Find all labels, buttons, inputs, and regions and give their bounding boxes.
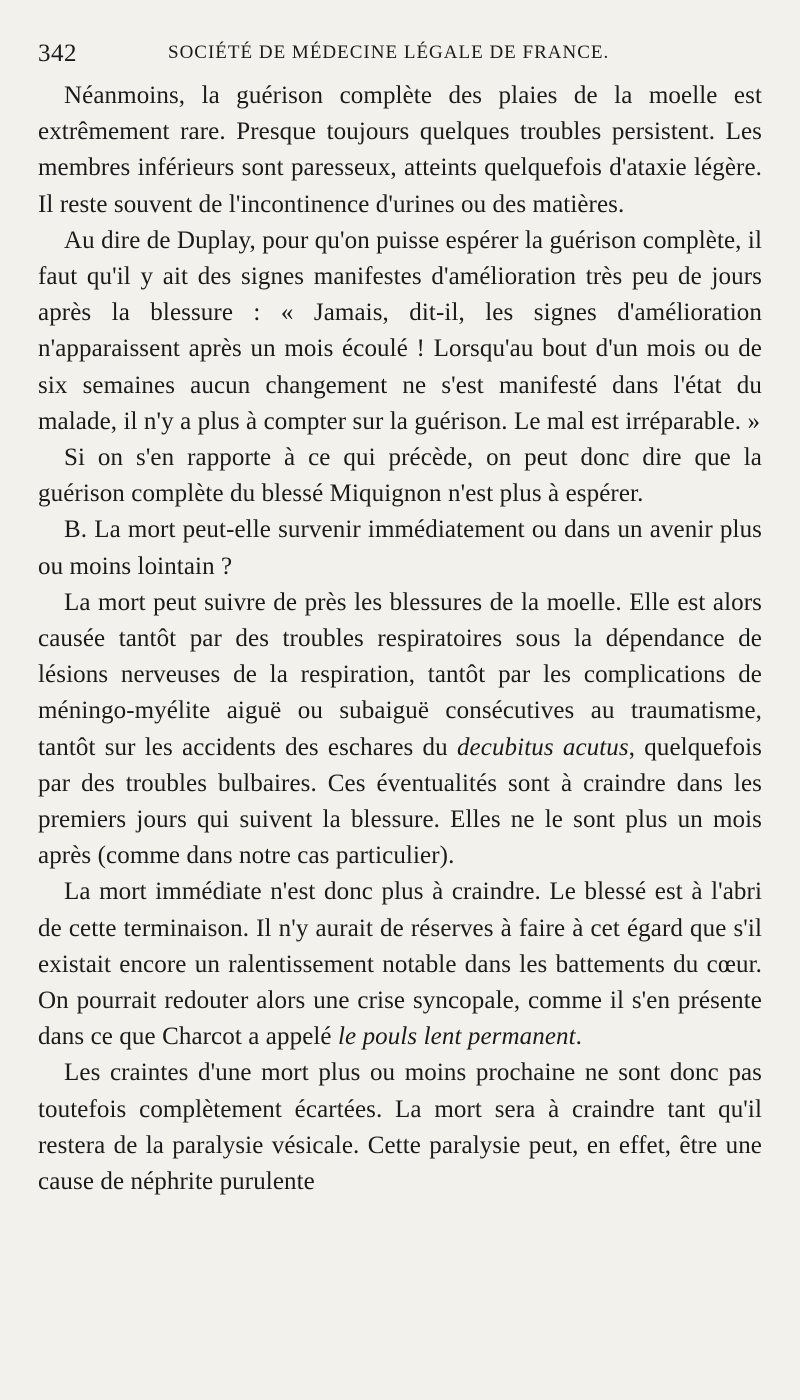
paragraph: Les craintes d'une mort plus ou moins prochaine ne sont donc pas toutefois complètement écartées. La mort sera à craindre tant qu'il restera de la paralysie vésicale. Cette paralysie peut, en effet, être une cause de néphrite purulente [38,1059,762,1196]
running-head [38,34,762,78]
paragraph: Au dire de Duplay, pour qu'on puisse espérer la guérison complète, il faut qu'il y ait des signes manifestes d'amélioration très peu de jours après la blessure : « Jamais, dit-il, les signes d'amélioration n'apparaissent après un mois écoulé ! Lorsqu'au bout d'un mois ou de six semaines aucun changement ne s'est manifesté dans l'état du malade, il n'y a plus à compter sur la guérison. Le mal est irréparable. » [38,226,762,435]
running-title: SOCIÉTÉ DE MÉDECINE LÉGALE DE FRANCE. [168,42,610,63]
paragraph: La mort immédiate n'est donc plus à craindre. Le blessé est à l'abri de cette terminaison. Il n'y aurait de réserves à faire à cet égard que s'il existait encore un ralentissement notable dans les battements du cœur. On pourrait redouter alors une crise syncopale, comme il s'en présente dans ce que Charcot a appelé le pouls lent permanent. [38,878,762,1051]
paragraph: Néanmoins, la guérison complète des plaies de la moelle est extrêmement rare. Presque toujours quelques troubles persistent. Les membres inférieurs sont paresseux, atteints quelquefois d'ataxie légère. Il reste souvent de l'incontinence d'urines ou des matières. [38,82,762,218]
italic-phrase: le pouls lent permanent [337,1023,576,1051]
paragraph: B. La mort peut-elle survenir immédiatement ou dans un avenir plus ou moins lointain ? [38,516,762,580]
italic-phrase: decubitus acutus [456,733,629,761]
page-number: 342 [38,40,77,67]
paragraph: Si on s'en rapporte à ce qui précède, on peut donc dire que la guérison complète du blessé Miquignon n'est plus à espérer. [38,444,762,508]
body-text [38,78,762,1200]
paragraph: La mort peut suivre de près les blessures de la moelle. Elle est alors causée tantôt par des troubles respiratoires sous la dépendance de lésions nerveuses de la respiration, tantôt par les complications de méningo-myélite aiguë ou subaiguë consécutives au traumatisme, tantôt sur les accidents des eschares du decubitus acutus, quelquefois par des troubles bulbaires. Ces éventualités sont à craindre dans les premiers jours qui suivent la blessure. Elles ne le sont plus un mois après (comme dans notre cas particulier). [38,588,763,870]
